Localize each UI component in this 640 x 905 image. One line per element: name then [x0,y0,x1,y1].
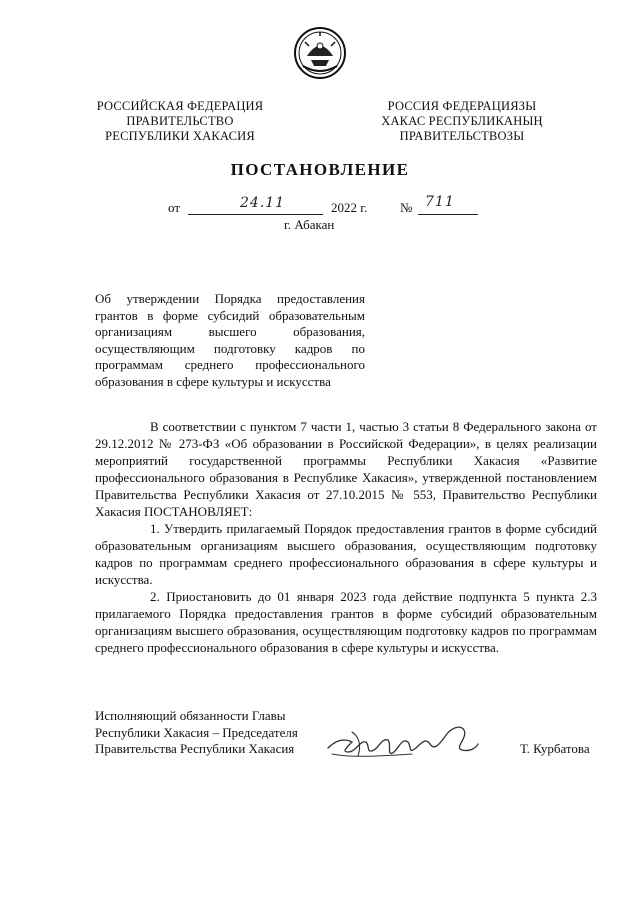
date-from-label: от [168,200,181,215]
handwritten-signature [322,718,482,768]
signer-position [95,708,325,758]
header-left-line-1: РОССИЙСКАЯ ФЕДЕРАЦИЯ [96,99,264,113]
signer-position-line-2: Республики Хакасия – Председателя [95,724,298,740]
body-intro: В соответствии с пунктом 7 части 1, частью 3 статьи 8 Федерального закона от 29.12.2012 № 273-ФЗ «Об образовании в Российской Федерации», в целях реализации мероприятий государственной программы Республики Хакасия «Развитие профессионального образования в Республике Хакасия», утвержденной постановлением Правительства Республики Хакасия от 27.10.2015 № 553, Правительство Республики Хакасия ПОСТАНОВЛЯЕТ: [95,419,597,519]
body-item-1: 1. Утвердить прилагаемый Порядок предоставления грантов в форме субсидий образовательным организациям высшего образования, осуществляющим подготовку кадров по программам среднего профессионального образования в сфере культуры и искусства. [95,521,597,587]
document-subject: Об утверждении Порядка предоставления грантов в форме субсидий образовательным организациям высшего образования, осуществляющим подготовку кадров по программам среднего профессионального образования в сфере культуры и искусства [95,291,365,389]
date-year: 2022 г. [331,200,368,215]
signer-position-line-3: Правительства Республики Хакасия [95,741,295,756]
header-right-line-2: ХАКАС РЕСПУБЛИКАНЫҢ [381,114,543,128]
date-handwritten: 24.11 [240,195,286,211]
signer-position-line-1: Исполняющий обязанности Главы [95,708,286,723]
document-body [95,418,597,656]
header-left [80,99,280,144]
header-right-line-3: ПРАВИТЕЛЬСТВОЗЫ [399,129,525,143]
header-right-line-1: РОССИЯ ФЕДЕРАЦИЯЗЫ [387,99,537,113]
signer-name: Т. Курбатова [520,741,590,756]
body-item-2: 2. Приостановить до 01 января 2023 года действие подпункта 5 пункта 2.3 прилагаемого Порядка предоставления грантов в форме субсидий образовательным организациям высшего образования, осуществляющим подготовку кадров по программам среднего профессионального образования в сфере культуры и искусства. [95,589,597,655]
coat-of-arms-emblem [293,26,347,80]
number-label: № [400,200,413,215]
header-left-line-3: РЕСПУБЛИКИ ХАКАСИЯ [105,129,255,143]
header-right [362,99,562,144]
document-title: ПОСТАНОВЛЕНИЕ [230,160,410,179]
header-left-line-2: ПРАВИТЕЛЬСТВО [126,114,234,128]
number-handwritten: 711 [425,194,455,210]
city-label: г. Абакан [284,217,335,232]
